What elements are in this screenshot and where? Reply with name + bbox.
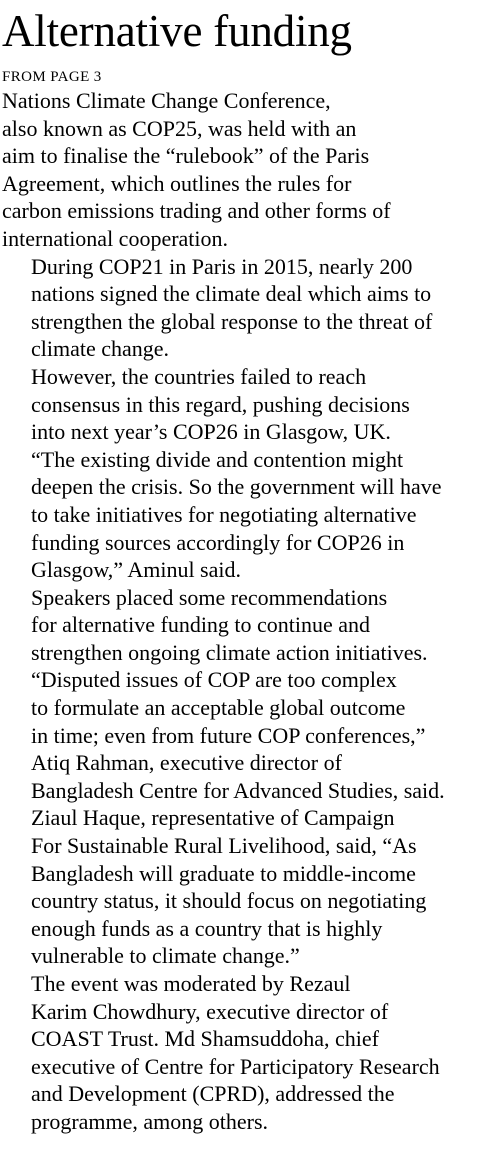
body-paragraph: [2, 804, 499, 970]
body-line: enough funds as a country that is highly: [31, 915, 383, 941]
body-line: Ziaul Haque, representative of Campaign: [31, 805, 395, 831]
body-line: executive of Centre for Participatory Research: [31, 1053, 440, 1079]
body-line: vulnerable to climate change.”: [31, 943, 300, 969]
body-line: However, the countries failed to reach: [31, 363, 367, 389]
body-paragraph: [2, 970, 499, 1136]
body-line: COAST Trust. Md Shamsuddoha, chief: [31, 1026, 379, 1052]
body-paragraph: [2, 87, 499, 253]
body-line: During COP21 in Paris in 2015, nearly 200: [31, 253, 413, 279]
body-line: into next year’s COP26 in Glasgow, UK.: [31, 419, 391, 445]
body-line: also known as COP25, was held with an: [2, 115, 357, 141]
body-line: aim to finalise the “rulebook” of the Paris: [2, 143, 370, 169]
body-line: “The existing divide and contention might: [31, 446, 404, 472]
body-line: “Disputed issues of COP are too complex: [31, 667, 397, 693]
body-line: Agreement, which outlines the rules for: [2, 170, 352, 196]
body-line: Bangladesh Centre for Advanced Studies, said.: [31, 777, 445, 803]
body-paragraph: [2, 584, 499, 667]
body-line: to take initiatives for negotiating alternative: [31, 501, 417, 527]
continued-from-label: FROM PAGE 3: [2, 69, 102, 85]
body-line: deepen the crisis. So the government will have: [31, 474, 442, 500]
body-line: programme, among others.: [31, 1108, 269, 1134]
body-line: international cooperation.: [2, 225, 229, 251]
body-line: Bangladesh will graduate to middle-income: [31, 860, 416, 886]
body-line: Atiq Rahman, executive director of: [31, 750, 342, 776]
body-line: country status, it should focus on negotiating: [31, 888, 427, 914]
body-line: nations signed the climate deal which aims to: [31, 281, 432, 307]
body-line: The event was moderated by Rezaul: [31, 971, 351, 996]
body-line: Nations Climate Change Conference,: [2, 88, 331, 113]
body-line: For Sustainable Rural Livelihood, said, “As: [31, 833, 417, 859]
body-line: Karim Chowdhury, executive director of: [31, 998, 389, 1024]
body-line: consensus in this regard, pushing decisions: [31, 391, 410, 417]
body-line: and Development (CPRD), addressed the: [31, 1081, 395, 1107]
body-line: Speakers placed some recommendations: [31, 584, 388, 610]
body-paragraph: [2, 446, 499, 584]
body-line: strengthen ongoing climate action initiatives.: [31, 639, 428, 665]
body-line: Glasgow,” Aminul said.: [31, 557, 241, 583]
body-paragraph: [2, 666, 499, 804]
body-paragraph: [2, 363, 499, 446]
body-line: for alternative funding to continue and: [31, 612, 371, 638]
body-line: in time; even from future COP conferences,”: [31, 722, 426, 748]
body-line: strengthen the global response to the threat of: [31, 308, 433, 334]
headline: Alternative funding: [2, 6, 352, 56]
body-line: carbon emissions trading and other forms of: [2, 198, 391, 224]
body-line: funding sources accordingly for COP26 in: [31, 529, 405, 555]
article: [2, 0, 499, 1136]
body-paragraph: [2, 253, 499, 363]
article-body: [2, 87, 499, 1136]
body-line: climate change.: [31, 336, 170, 362]
body-line: to formulate an acceptable global outcome: [31, 695, 406, 721]
